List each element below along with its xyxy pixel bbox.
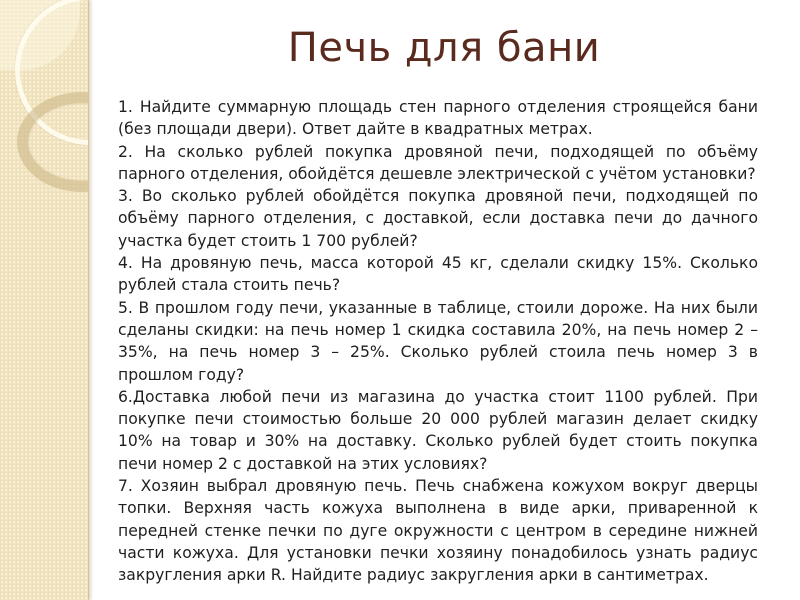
slide-title: Печь для бани	[287, 25, 601, 71]
task-item-7: 7. Хозяин выбрал дровяную печь. Печь снабжена кожухом вокруг дверцы топки. Верхняя часть кожуха выполнена в виде арки, приваренной к передней стенке печки по дуге окружности с центром в середине нижней части кожуха. Для установки печки хозяину понадобилось узнать радиус закругления арки R. Найдите радиус закругления арки в сантиметрах.	[118, 477, 758, 585]
decorative-side-panel	[0, 0, 89, 600]
task-item-5: 5. В прошлом году печи, указанные в таблице, стоили дороже. На них были сделаны скидки: на печь номер 1 скидка составила 20%, на печь номер 2 – 35%, на печь номер 3 – 25%. Сколько рублей стоила печь номер 3 в прошлом году?	[118, 298, 758, 384]
task-list	[118, 96, 758, 587]
task-item-6: 6.Доставка любой печи из магазина до участка стоит 1100 рублей. При покупке печи стоимостью больше 20 000 рублей магазин делает скидку 10% на товар и 30% на доставку. Сколько рублей будет стоить покупка печи номер 2 с доставкой на этих условиях?	[118, 387, 758, 473]
task-item-1: 1. Найдите суммарную площадь стен парного отделения строящейся бани (без площади двери). Ответ дайте в квадратных метрах.	[118, 98, 758, 139]
task-item-4: 4. На дровяную печь, масса которой 45 кг, сделали скидку 15%. Сколько рублей стала стоить печь?	[118, 254, 758, 295]
task-item-3: 3. Во сколько рублей обойдётся покупка дровяной печи, подходящей по объёму парного отделения, с доставкой, если доставка печи до дачного участка будет стоить 1 700 рублей?	[118, 187, 758, 250]
task-item-2: 2. На сколько рублей покупка дровяной печи, подходящей по объёму парного отделения, обойдётся дешевле электрической с учётом установки?	[118, 142, 758, 183]
